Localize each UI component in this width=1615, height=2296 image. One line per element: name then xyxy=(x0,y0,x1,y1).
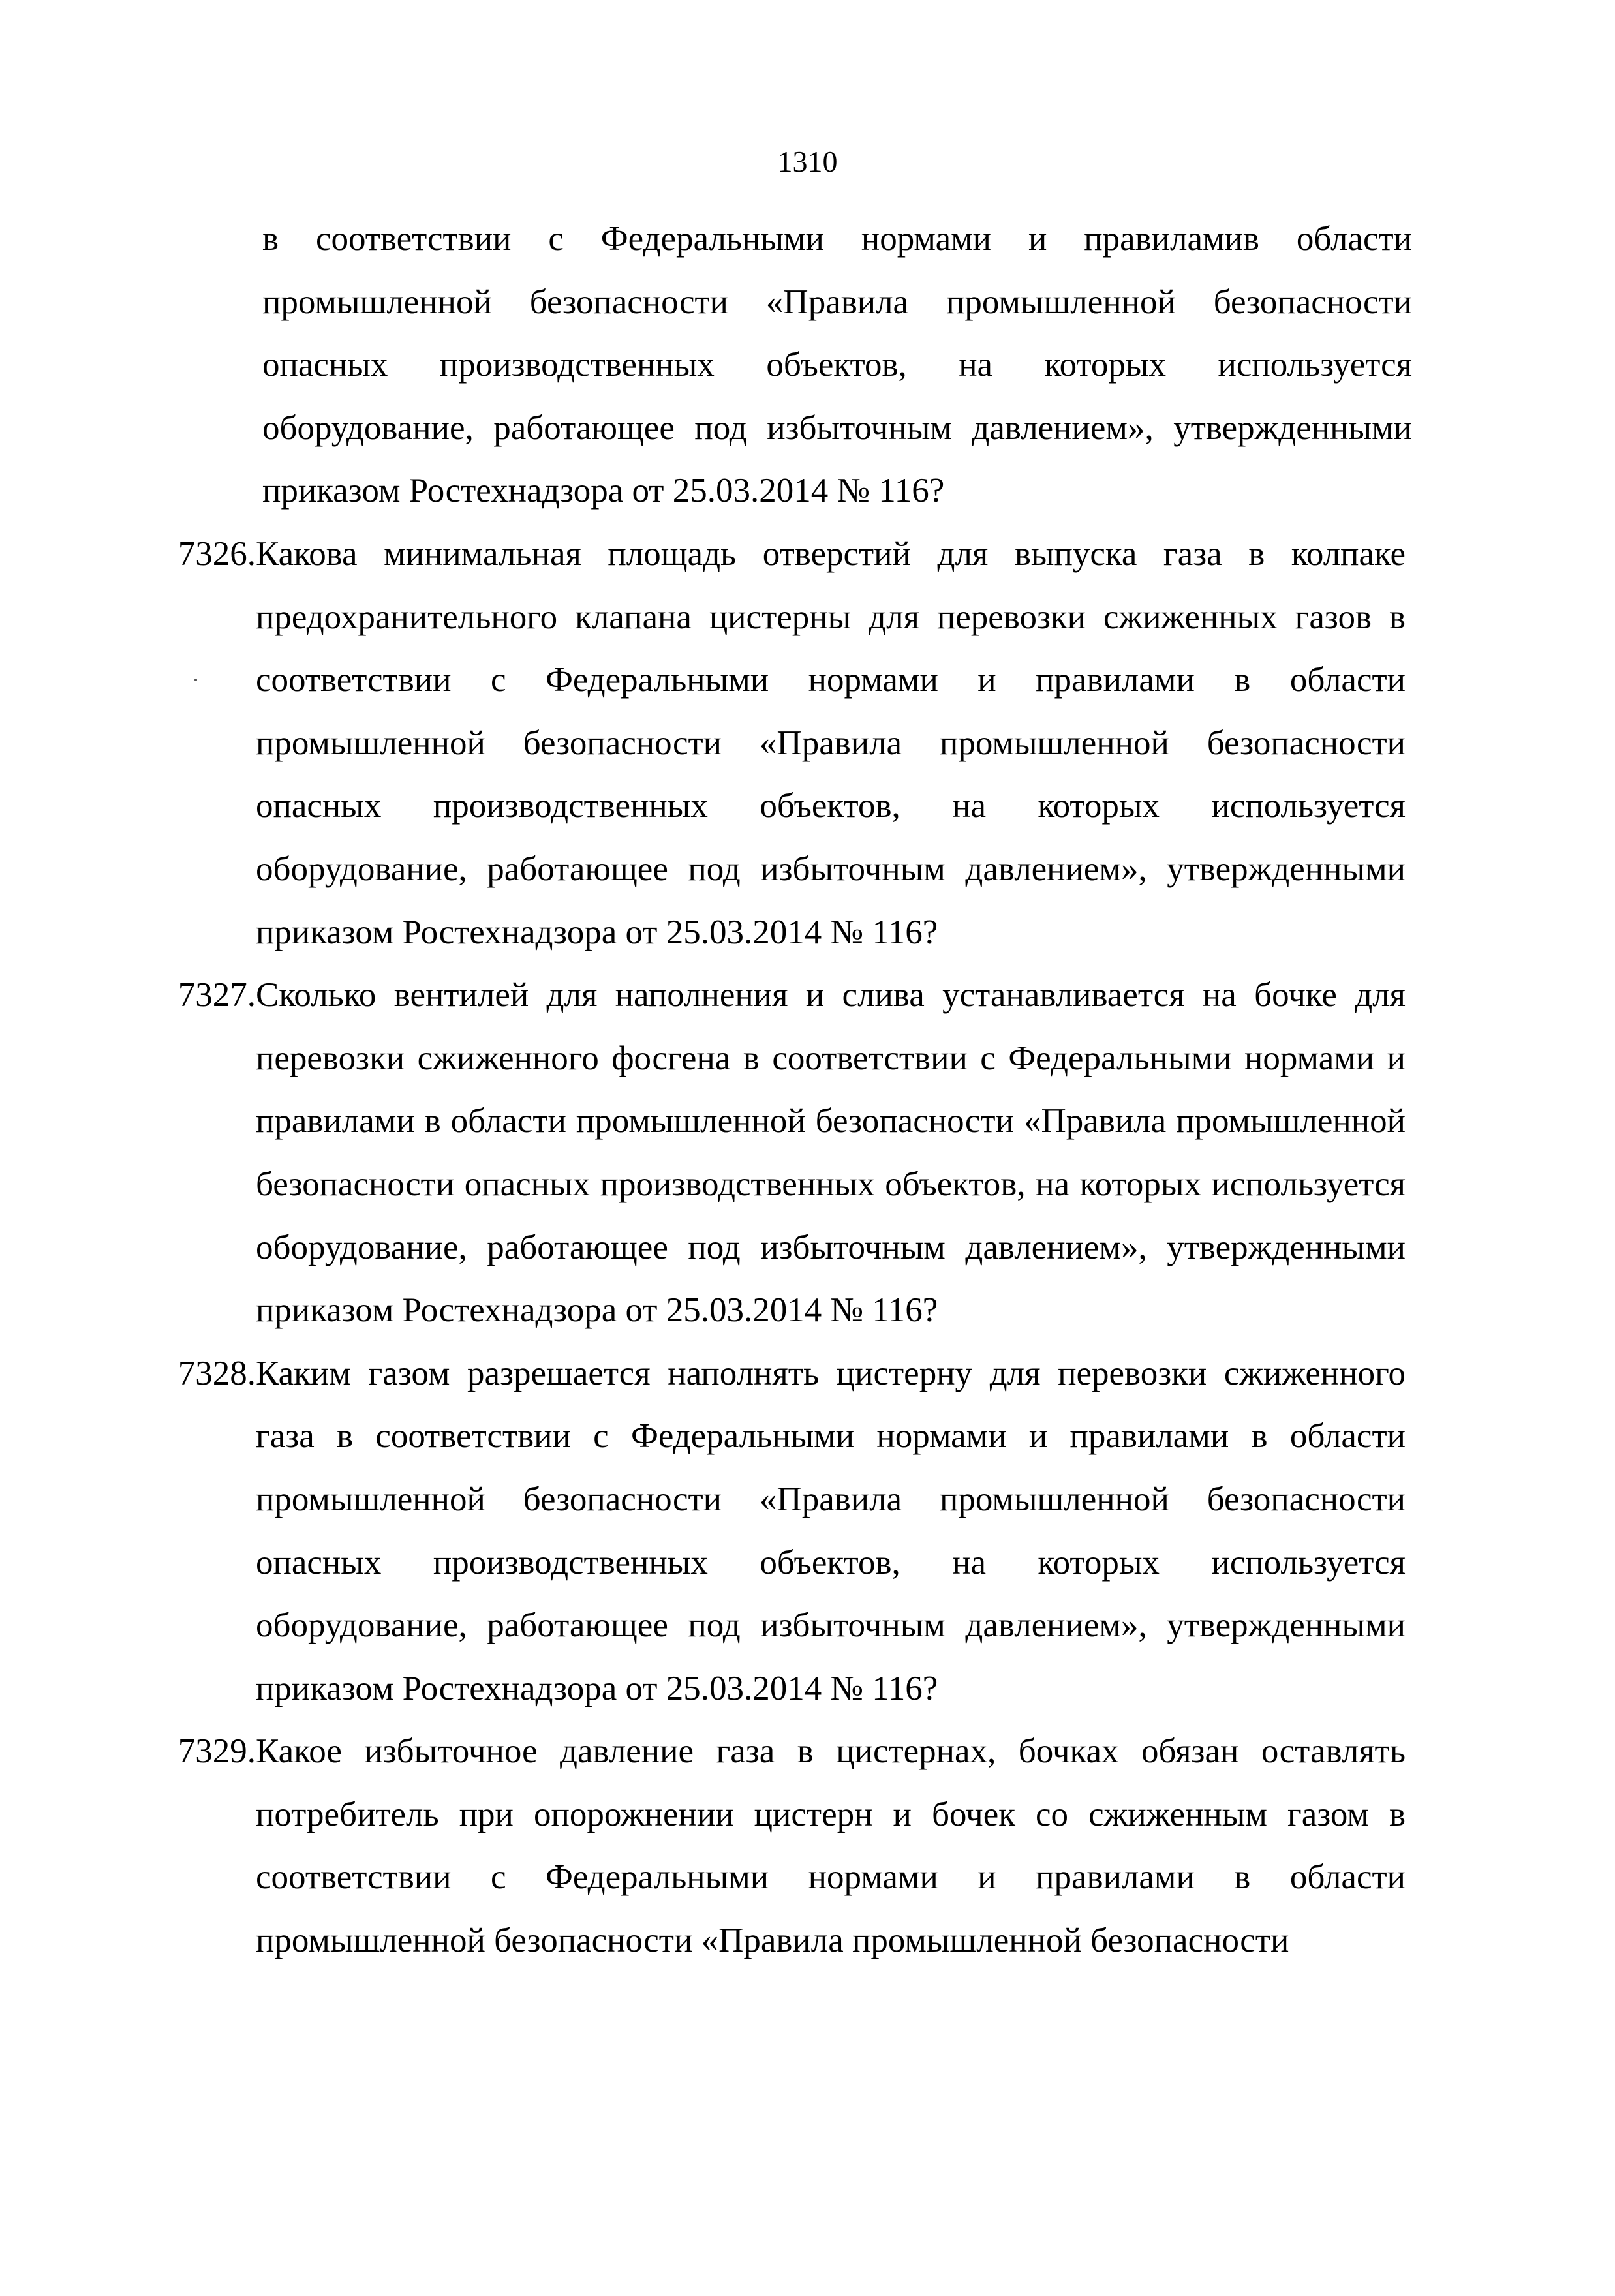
item-number: 7328. xyxy=(177,1354,256,1392)
page-number: 1310 xyxy=(777,145,838,178)
question-list xyxy=(0,523,1615,1972)
continuation-paragraph: в соответствии с Федеральными нормами и правиламив области промышленной безопасности «Правила промышленной безопасности опасных производственных объектов, на которых используется оборудование, работающее под избыточным давлением», утвержденными приказом Ростехнадзора от 25.03.2014 № 116? xyxy=(262,220,1412,510)
item-text: Каким газом разрешается наполнять цистерну для перевозки сжиженного газа в соответствии с Федеральными нормами и правилами в области промышленной безопасности «Правила промышленной безопасности опасных производственных объектов, на которых используется оборудование, работающее под избыточным давлением», утвержденными приказом Ростехнадзора от 25.03.2014 № 116? xyxy=(256,1354,1406,1707)
list-item xyxy=(0,1342,1615,1721)
item-text: Сколько вентилей для наполнения и слива устанавливается на бочке для перевозки сжиженного фосгена в соответствии с Федеральными нормами и правилами в области промышленной безопасности «Правила промышленной безопасности опасных производственных объектов, на которых используется оборудование, работающее под избыточным давлением», утвержденными приказом Ростехнадзора от 25.03.2014 № 116? xyxy=(256,976,1406,1330)
list-item xyxy=(0,1720,1615,1972)
item-number: 7329. xyxy=(177,1732,256,1771)
list-item xyxy=(0,523,1615,964)
item-text: Какова минимальная площадь отверстий для выпуска газа в колпаке предохранительного клапана цистерны для перевозки сжиженных газов в соответствии с Федеральными нормами и правилами в области промышленной безопасности «Правила промышленной безопасности опасных производственных объектов, на которых используется оборудование, работающее под избыточным давлением», утвержденными приказом Ростехнадзора от 25.03.2014 № 116? xyxy=(256,535,1406,951)
list-item xyxy=(0,964,1615,1342)
item-text: Какое избыточное давление газа в цистернах, бочках обязан оставлять потребитель при опорожнении цистерн и бочек со сжиженным газом в соответствии с Федеральными нормами и правилами в области промышленной безопасности «Правила промышленной безопасности xyxy=(256,1732,1406,1960)
item-number: 7327. xyxy=(177,976,256,1015)
item-number: 7326. xyxy=(177,535,256,573)
